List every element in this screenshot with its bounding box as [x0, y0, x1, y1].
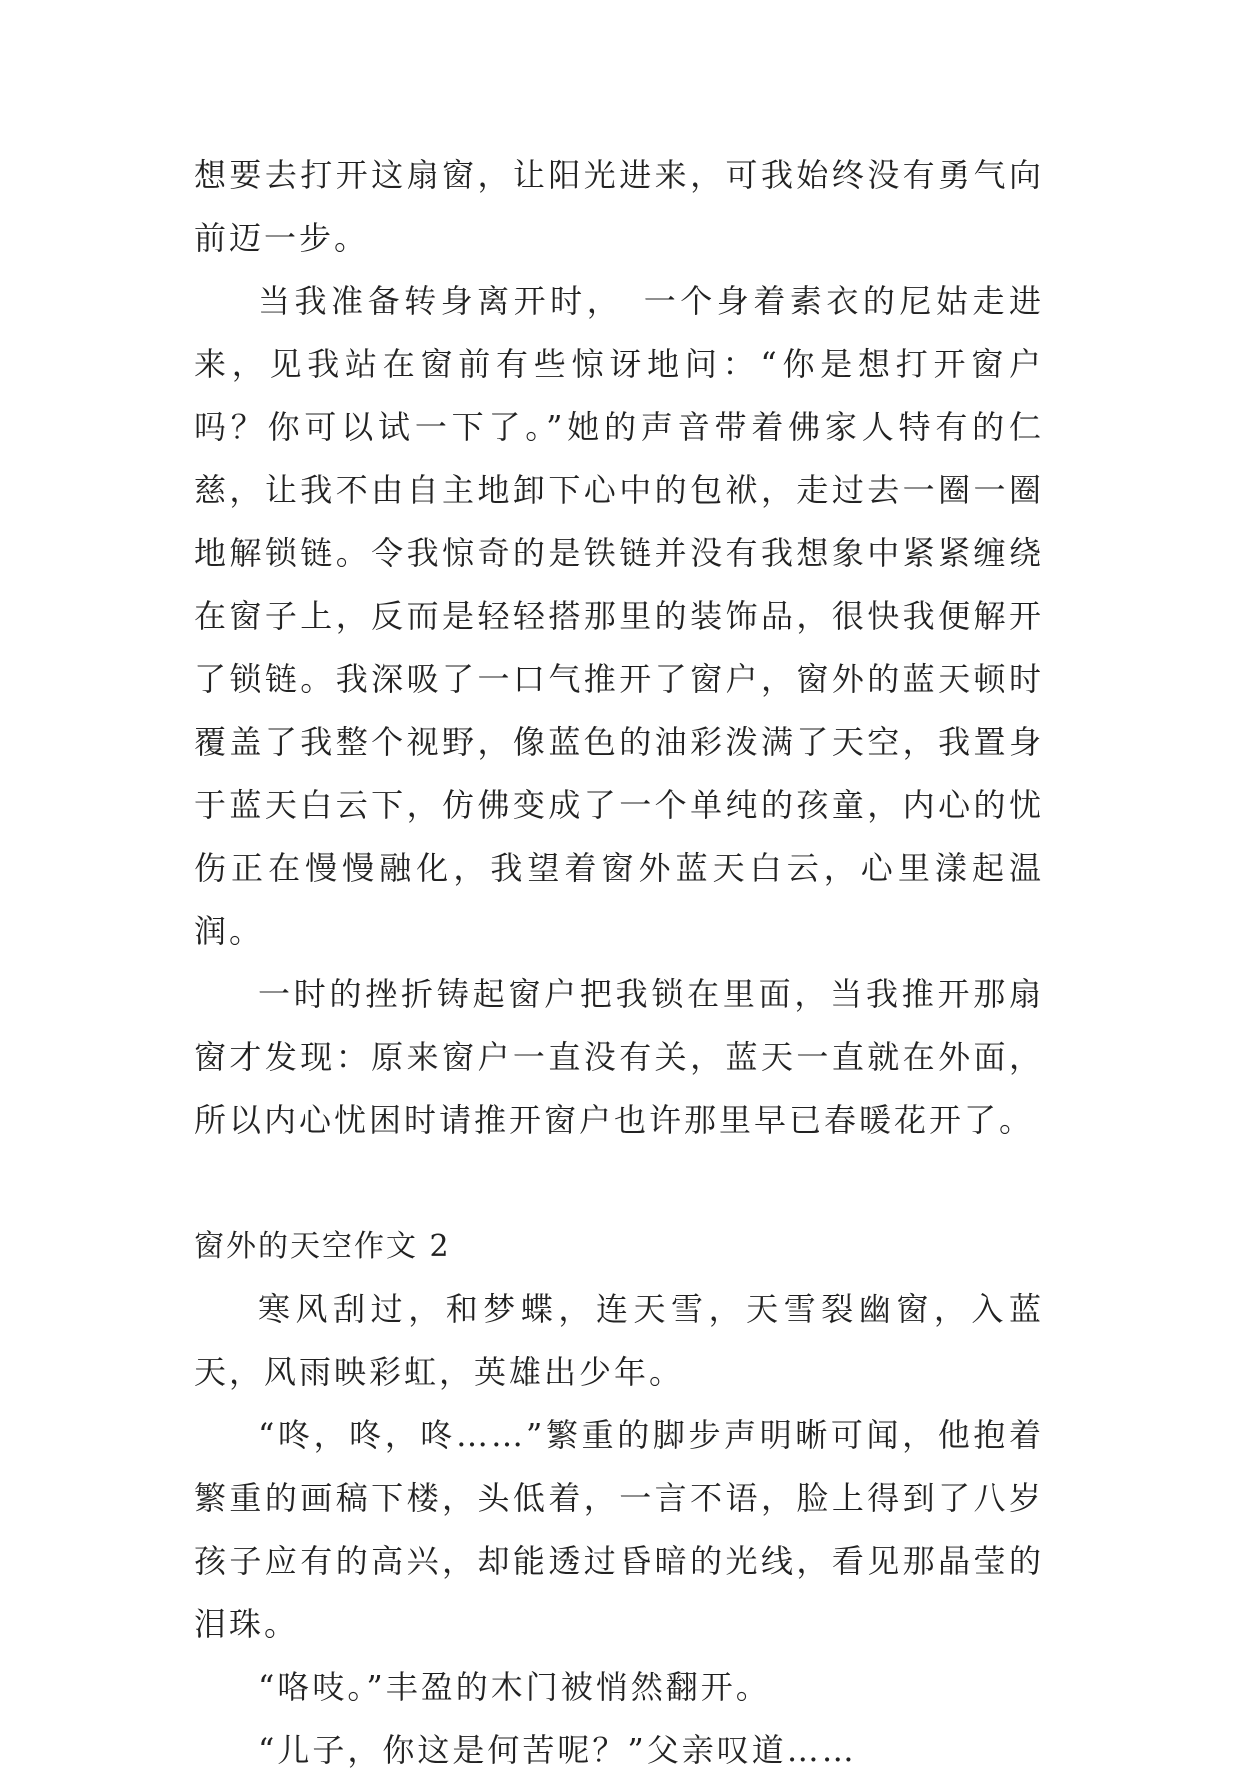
- paragraph-4: 寒风刮过，和梦蝶，连天雪，天雪裂幽窗，入蓝天，风雨映彩虹，英雄出少年。: [194, 1290, 1044, 1391]
- paragraph-3: 一时的挫折铸起窗户把我锁在里面，当我推开那扇窗才发现：原来窗户一直没有关，蓝天一直就在外面，所以内心忧困时请推开窗户也许那里早已春暖花开了。: [194, 975, 1044, 1139]
- section-title: 窗外的天空作文 2: [194, 1229, 451, 1264]
- paragraph-5: “咚，咚，咚……”繁重的脚步声明晰可闻，他抱着繁重的画稿下楼，头低着，一言不语，脸上得到了八岁孩子应有的高兴，却能透过昏暗的光线，看见那晶莹的泪珠。: [194, 1416, 1044, 1643]
- paragraph-6: “咯吱。”丰盈的木门被悄然翻开。: [258, 1668, 771, 1706]
- paragraph-1: 想要去打开这扇窗，让阳光进来，可我始终没有勇气向前迈一步。: [194, 156, 1044, 257]
- document-page: [194, 0, 1044, 1782]
- paragraph-7: “儿子，你这是何苦呢？”父亲叹道……: [258, 1731, 857, 1769]
- paragraph-2: 当我准备转身离开时， 一个身着素衣的尼姑走进来，见我站在窗前有些惊讶地问：“你是想打开窗户吗？你可以试一下了。”她的声音带着佛家人特有的仁慈，让我不由自主地卸下心中的包袱，走过去一圈一圈地解锁链。令我惊奇的是铁链并没有我想象中紧紧缠绕在窗子上，反而是轻轻搭那里的装饰品，很快我便解开了锁链。我深吸了一口气推开了窗户，窗外的蓝天顿时覆盖了我整个视野，像蓝色的油彩泼满了天空，我置身于蓝天白云下，仿佛变成了一个单纯的孩童，内心的忧伤正在慢慢融化，我望着窗外蓝天白云，心里漾起温润。: [194, 282, 1044, 950]
